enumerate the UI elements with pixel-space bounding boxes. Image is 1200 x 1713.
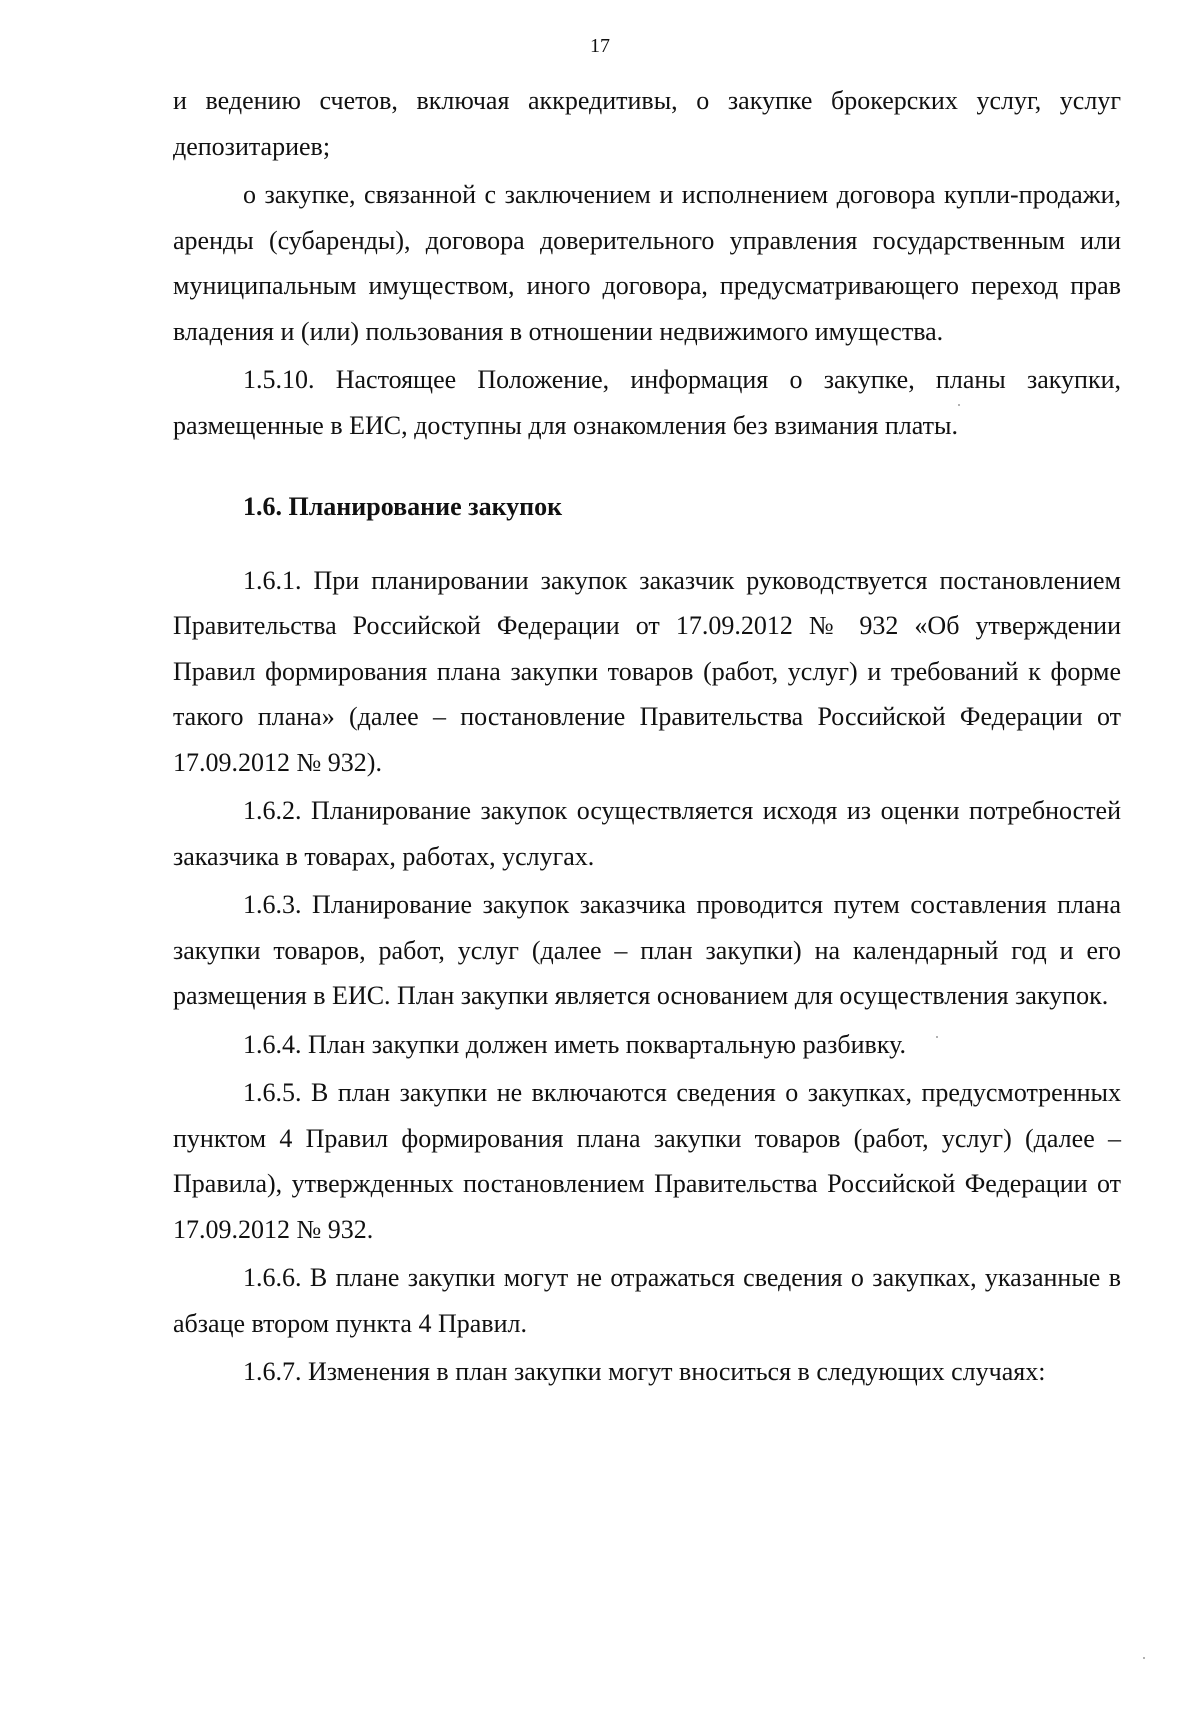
paragraph-1-6-4: 1.6.4. План закупки должен иметь поквартальную разбивку. bbox=[243, 1029, 906, 1059]
paragraph-1-5-10: 1.5.10. Настоящее Положение, информация о закупке, планы закупки, размещенные в ЕИС, доступны для ознакомления без взимания платы. bbox=[173, 365, 1121, 440]
document-body bbox=[173, 78, 1121, 1398]
page-number: 17 bbox=[590, 35, 610, 57]
paragraph-1-6-3: 1.6.3. Планирование закупок заказчика проводится путем составления плана закупки товаров, работ, услуг (далее – план закупки) на календарный год и его размещения в ЕИС. План закупки является основанием для осуществления закупок. bbox=[173, 890, 1121, 1010]
paragraph-purchase-sale-lease: о закупке, связанной с заключением и исполнением договора купли-продажи, аренды (субаренды), договора доверительного управления государственным или муниципальным имуществом, иного договора, предусматривающего переход прав владения и (или) пользования в отношении недвижимого имущества. bbox=[173, 180, 1121, 346]
scan-speck bbox=[936, 1036, 938, 1038]
paragraph-1-6-7: 1.6.7. Изменения в план закупки могут вноситься в следующих случаях: bbox=[243, 1357, 1046, 1386]
paragraph-1-6-5: 1.6.5. В план закупки не включаются сведения о закупках, предусмотренных пунктом 4 Правил формирования плана закупки товаров (работ, услуг) (далее – Правила), утвержденных постановлением Правительства Российской Федерации от 17.09.2012 № 932. bbox=[173, 1078, 1121, 1244]
paragraph-continuation: и ведению счетов, включая аккредитивы, о закупке брокерских услуг, услуг депозитариев; bbox=[173, 86, 1121, 161]
paragraph-1-6-2: 1.6.2. Планирование закупок осуществляется исходя из оценки потребностей заказчика в товарах, работах, услугах. bbox=[173, 796, 1121, 871]
paragraph-1-6-6: 1.6.6. В плане закупки могут не отражаться сведения о закупках, указанные в абзаце втором пункта 4 Правил. bbox=[173, 1263, 1121, 1338]
paragraph-1-6-1: 1.6.1. При планировании закупок заказчик руководствуется постановлением Правительства Российской Федерации от 17.09.2012 № 932 «Об утверждении Правил формирования плана закупки товаров (работ, услуг) и требований к форме такого плана» (далее – постановление Правительства Российской Федерации от 17.09.2012 № 932). bbox=[173, 565, 1121, 777]
scan-speck bbox=[958, 404, 960, 406]
scan-speck bbox=[1143, 1657, 1145, 1659]
section-heading: 1.6. Планирование закупок bbox=[243, 492, 563, 521]
